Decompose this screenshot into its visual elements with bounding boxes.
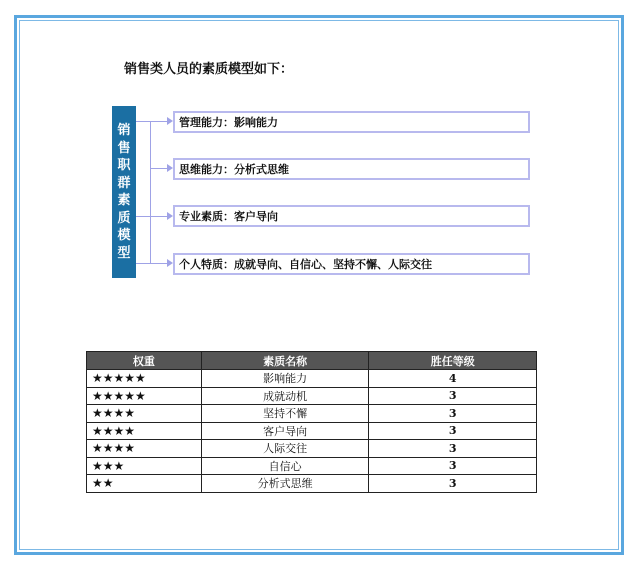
weight-stars: ★★★★ — [87, 440, 202, 458]
competency-grade: 4 — [369, 370, 537, 388]
column-header-name: 素质名称 — [201, 352, 369, 370]
table-row — [87, 422, 537, 440]
model-title-char: 模 — [117, 228, 131, 243]
table-row — [87, 370, 537, 388]
competency-grade: 3 — [369, 422, 537, 440]
competency-name: 坚持不懈 — [201, 405, 369, 423]
table-row — [87, 405, 537, 423]
table-row — [87, 457, 537, 475]
weight-stars: ★★★★★ — [87, 370, 202, 388]
competency-grade: 3 — [369, 440, 537, 458]
table-header-row — [87, 352, 537, 370]
connector-line — [136, 263, 168, 264]
competency-box-personal: 个人特质：成就导向、自信心、坚持不懈、人际交往 — [173, 253, 530, 275]
connector-line — [150, 168, 168, 169]
model-title-char: 销 — [117, 123, 131, 138]
model-title-char: 售 — [117, 140, 131, 156]
table-row — [87, 387, 537, 405]
connector-line — [150, 121, 151, 264]
competency-name: 客户导向 — [201, 422, 369, 440]
competency-name: 自信心 — [201, 457, 369, 475]
table-row — [87, 440, 537, 458]
weight-stars: ★★★ — [87, 457, 202, 475]
model-title-char: 素 — [117, 193, 131, 208]
weight-stars: ★★★★★ — [87, 387, 202, 405]
competency-name: 分析式思维 — [201, 475, 369, 493]
model-title-char: 职 — [117, 158, 131, 173]
competency-name: 人际交往 — [201, 440, 369, 458]
competency-box-professional: 专业素质：客户导向 — [173, 205, 530, 227]
competency-name: 影响能力 — [201, 370, 369, 388]
competency-table — [86, 351, 537, 493]
connector-line — [136, 216, 168, 217]
column-header-grade: 胜任等级 — [369, 352, 537, 370]
connector-line — [136, 121, 168, 122]
model-title-bar — [112, 106, 136, 278]
weight-stars: ★★★★ — [87, 405, 202, 423]
weight-stars: ★★★★ — [87, 422, 202, 440]
model-title-char: 质 — [117, 210, 131, 226]
competency-name: 成就动机 — [201, 387, 369, 405]
column-header-weight: 权重 — [87, 352, 202, 370]
competency-grade: 3 — [369, 475, 537, 493]
model-title-char: 型 — [117, 245, 131, 261]
table-row — [87, 475, 537, 493]
weight-stars: ★★ — [87, 475, 202, 493]
model-title-char: 群 — [117, 175, 131, 191]
competency-box-management: 管理能力：影响能力 — [173, 111, 530, 133]
competency-grade: 3 — [369, 457, 537, 475]
competency-box-thinking: 思维能力：分析式思维 — [173, 158, 530, 180]
competency-grade: 3 — [369, 387, 537, 405]
page-heading: 销售类人员的素质模型如下： — [124, 62, 294, 77]
competency-grade: 3 — [369, 405, 537, 423]
